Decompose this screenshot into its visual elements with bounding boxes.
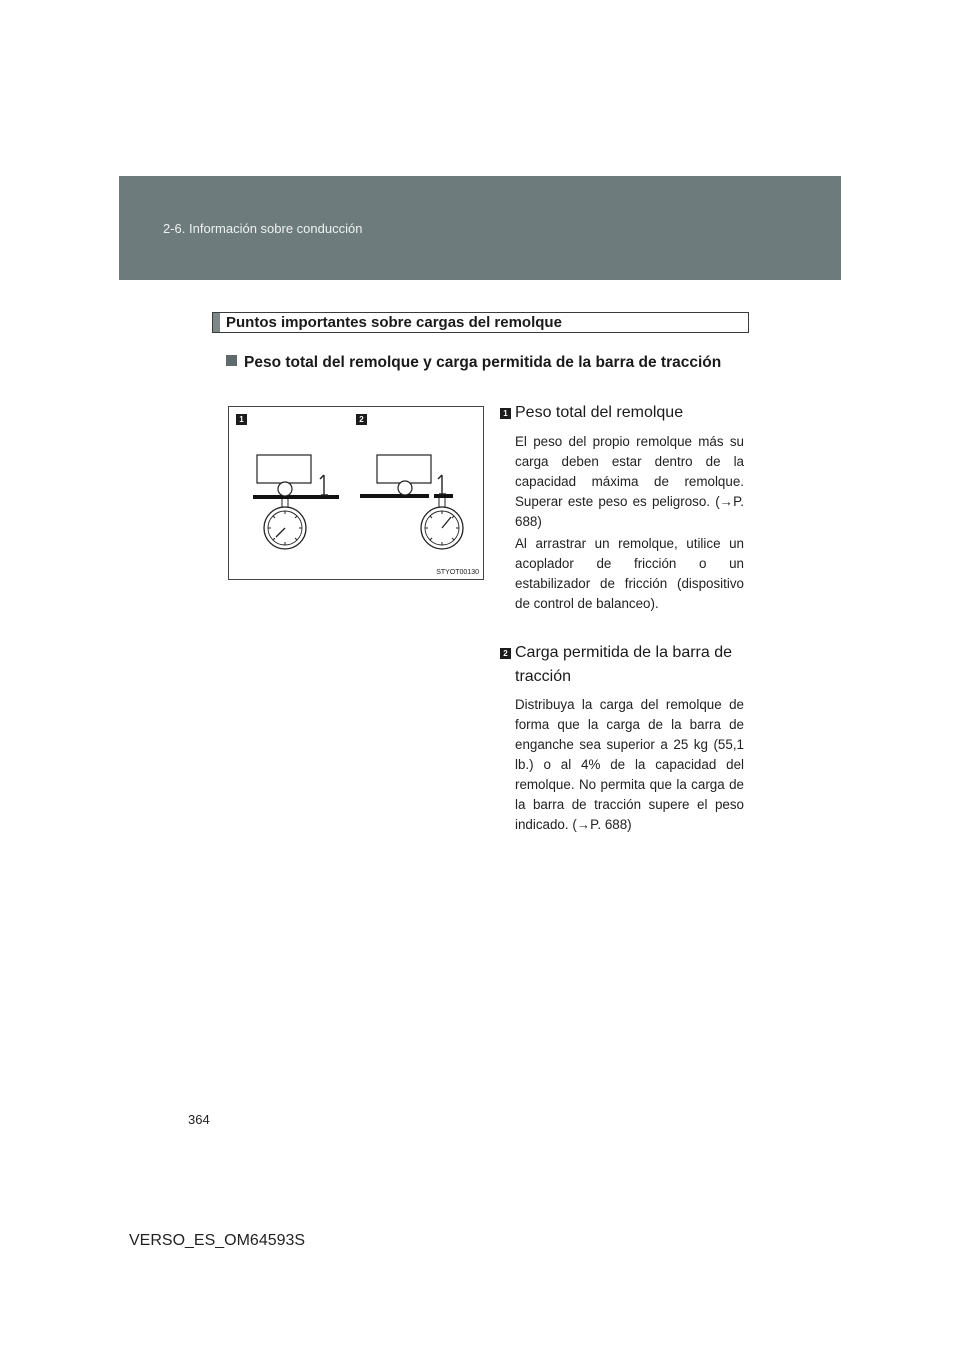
trailer-scale-diagram	[229, 407, 485, 581]
item-2-badge: 2	[500, 648, 511, 659]
document-code: VERSO_ES_OM64593S	[129, 1232, 306, 1249]
section-header-title: 2-6. Información sobre conducción	[163, 221, 363, 236]
trailer-weight-illustration	[228, 406, 484, 580]
sub-heading-text: Peso total del remolque y carga permitida de la barra de tracción	[244, 354, 722, 371]
item-1-paragraph-1: El peso del propio remolque más su carga deben estar dentro de la capacidad máxima de remolque. Superar este peso es peligroso. (→P. 688)	[515, 434, 744, 529]
page-number: 364	[188, 1112, 210, 1127]
item-1-title: Peso total del remolque	[515, 404, 684, 421]
section-title-accent-bar	[213, 313, 220, 332]
item-2-title: Carga permitida de la barra de tracción	[515, 644, 733, 685]
sub-heading	[226, 350, 744, 376]
item-1-paragraph-2: Al arrastrar un remolque, utilice un acoplador de fricción o un estabilizador de fricción (dispositivo de control de balanceo).	[515, 536, 744, 611]
square-bullet-icon	[226, 355, 237, 366]
tongue-load-drawing	[360, 455, 463, 549]
figure-code: STYOT00130	[436, 569, 479, 576]
section-title-box	[212, 312, 749, 333]
trailer-total-weight-drawing	[253, 455, 339, 549]
section-title: Puntos importantes sobre cargas del remolque	[226, 314, 562, 331]
item-2-paragraph-1: Distribuya la carga del remolque de forma que la carga de la barra de enganche sea superior a 25 kg (55,1 lb.) o al 4% de la capacidad del remolque. No permita que la carga de la barra de tracción supere el peso indicado. (→P. 688)	[515, 697, 744, 832]
item-1-badge: 1	[500, 408, 511, 419]
figure-badge-2: 2	[356, 414, 367, 425]
figure-badge-1: 1	[236, 414, 247, 425]
